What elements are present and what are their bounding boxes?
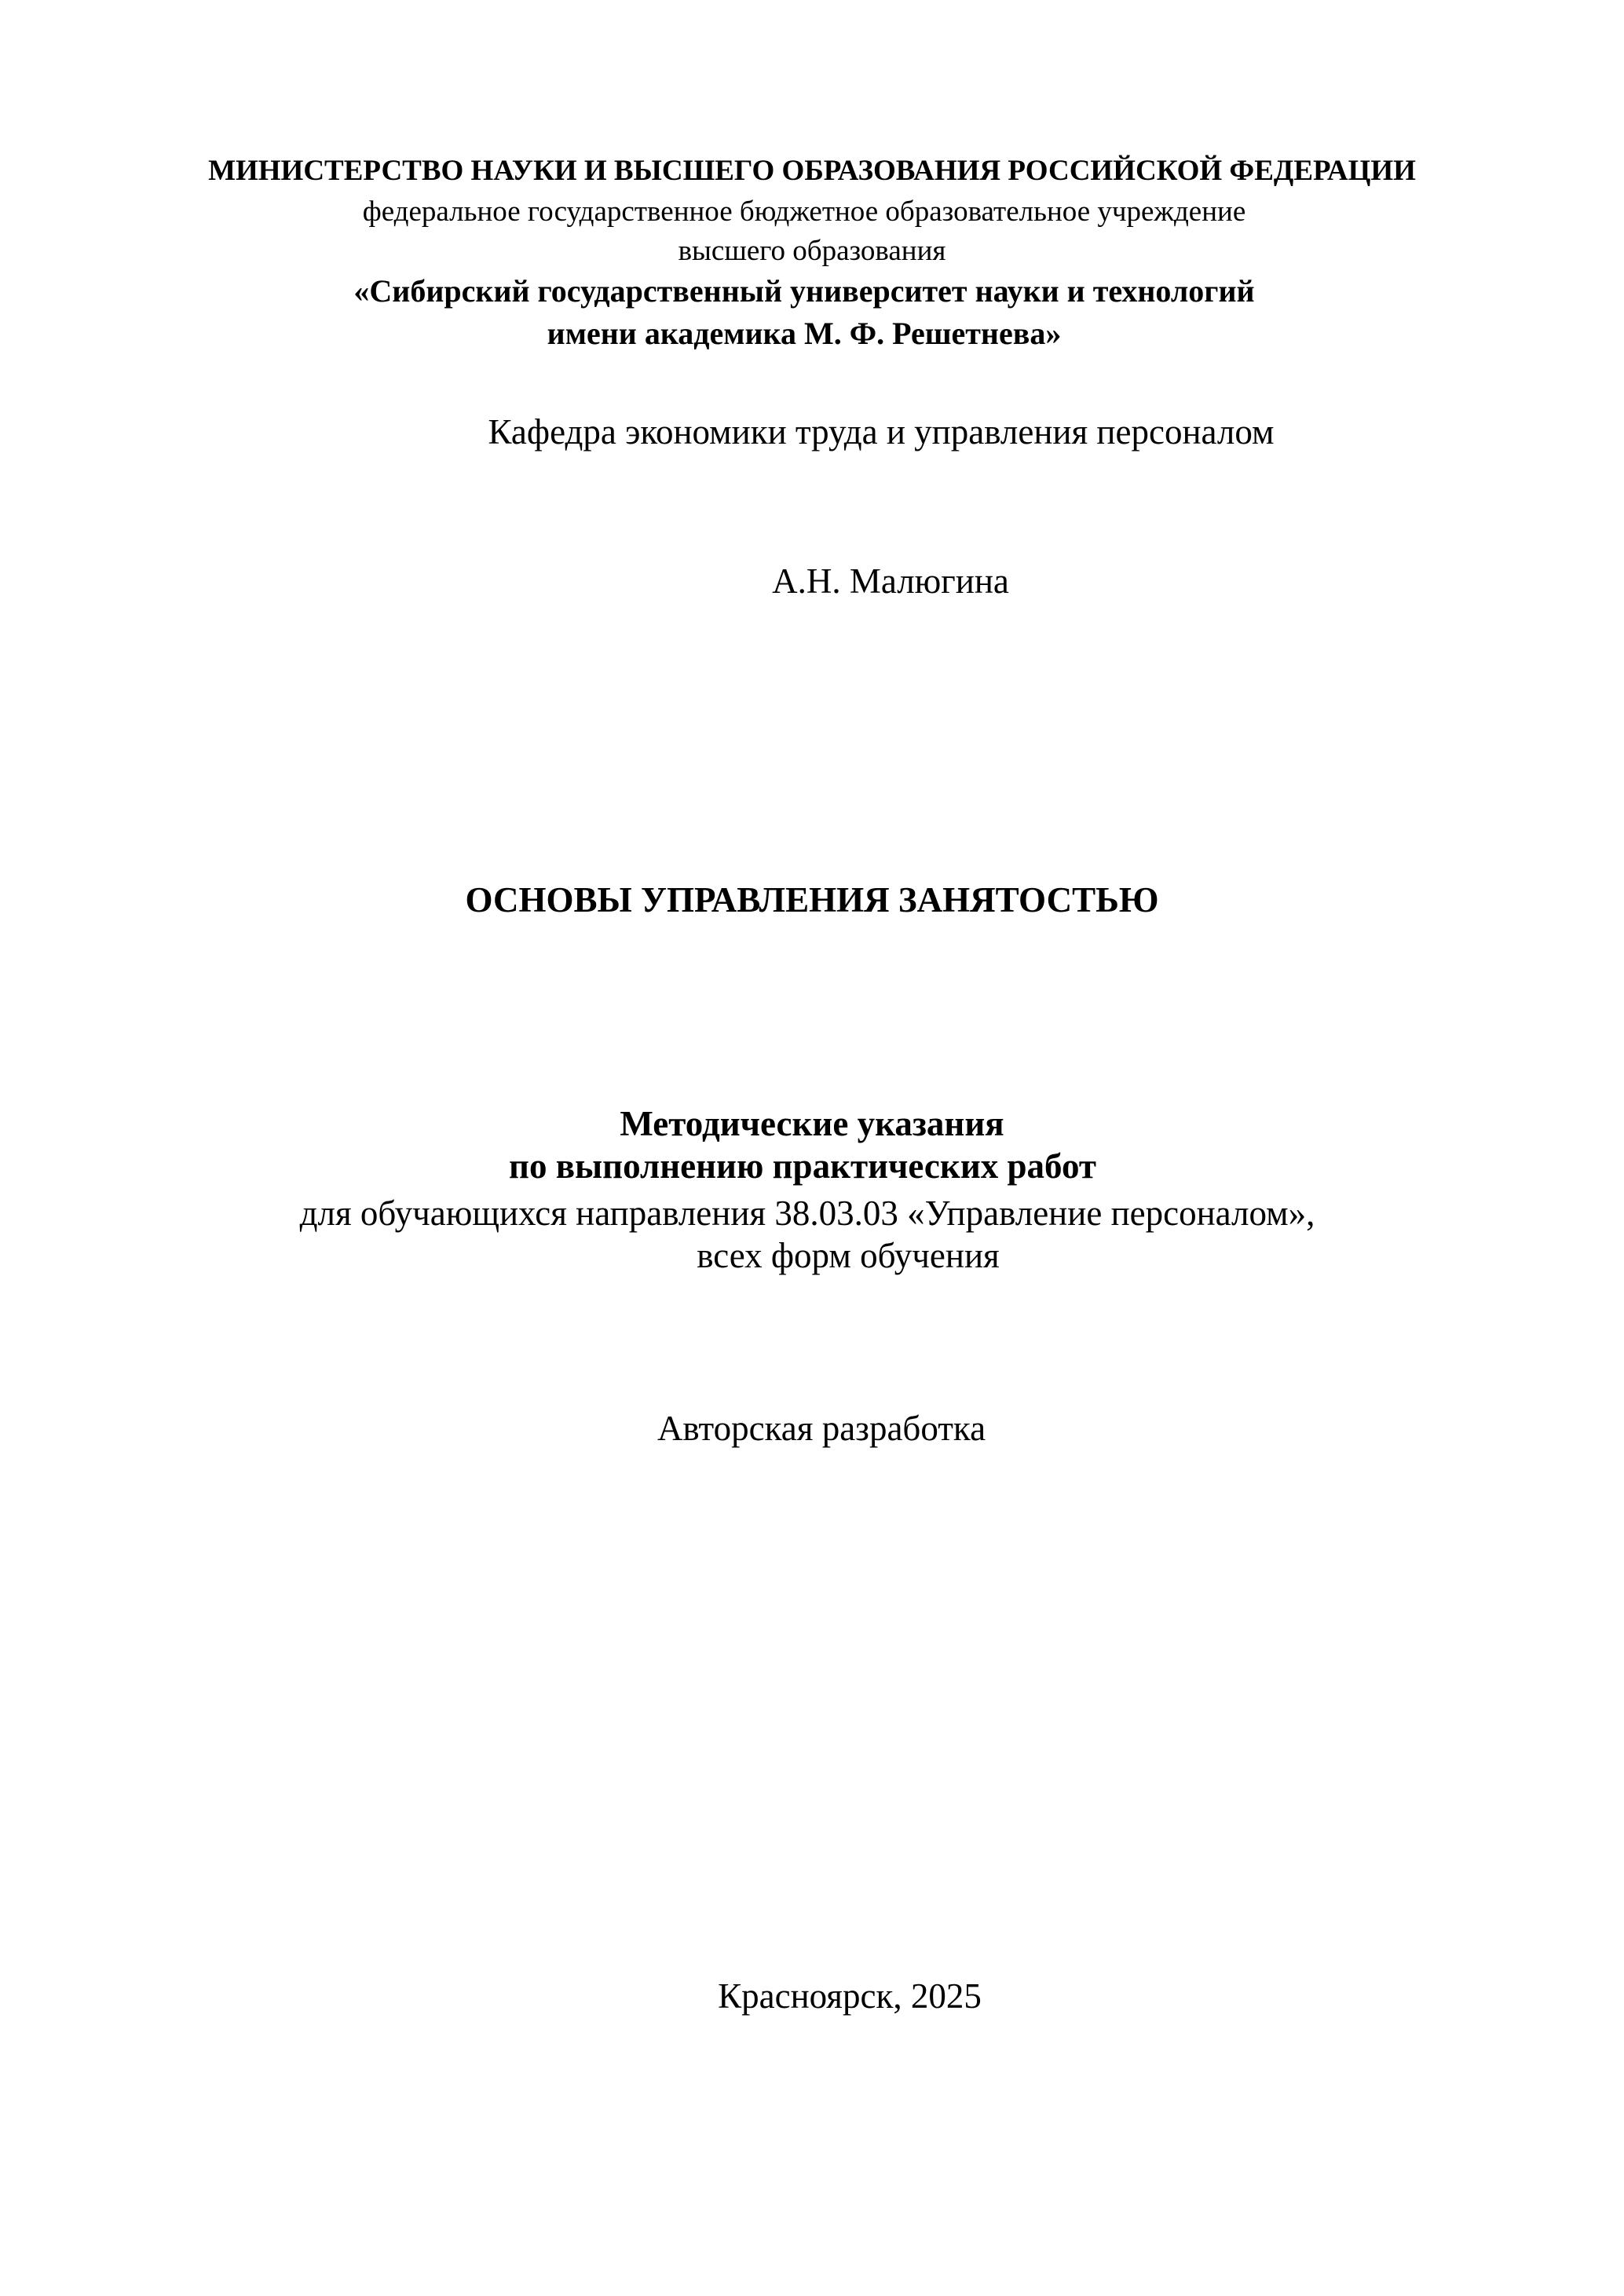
author-name: А.Н. Малюгина	[772, 561, 1009, 601]
city-year: Красноярск, 2025	[718, 1976, 982, 2016]
university-name-line1: «Сибирский государственный университет науки и технологий	[353, 273, 1255, 309]
subtitle-line2: по выполнению практических работ	[509, 1146, 1096, 1186]
ministry-heading: МИНИСТЕРСТВО НАУКИ И ВЫСШЕГО ОБРАЗОВАНИЯ РОССИЙСКОЙ ФЕДЕРАЦИИ	[208, 155, 1416, 187]
department-name: Кафедра экономики труда и управления персоналом	[488, 412, 1275, 452]
subtitle-line4: всех форм обучения	[697, 1236, 1000, 1275]
university-name-line2: имени академика М. Ф. Решетнева»	[547, 316, 1062, 351]
subtitle-line3: для обучающихся направления 38.03.03 «Управление персоналом»,	[299, 1194, 1315, 1233]
institution-type-line2: высшего образования	[678, 235, 946, 267]
institution-type-line1: федеральное государственное бюджетное образовательное учреждение	[362, 196, 1246, 228]
document-title: ОСНОВЫ УПРАВЛЕНИЯ ЗАНЯТОСТЬЮ	[465, 880, 1159, 919]
subtitle-line1: Методические указания	[620, 1104, 1004, 1143]
development-type: Авторская разработка	[657, 1409, 986, 1448]
